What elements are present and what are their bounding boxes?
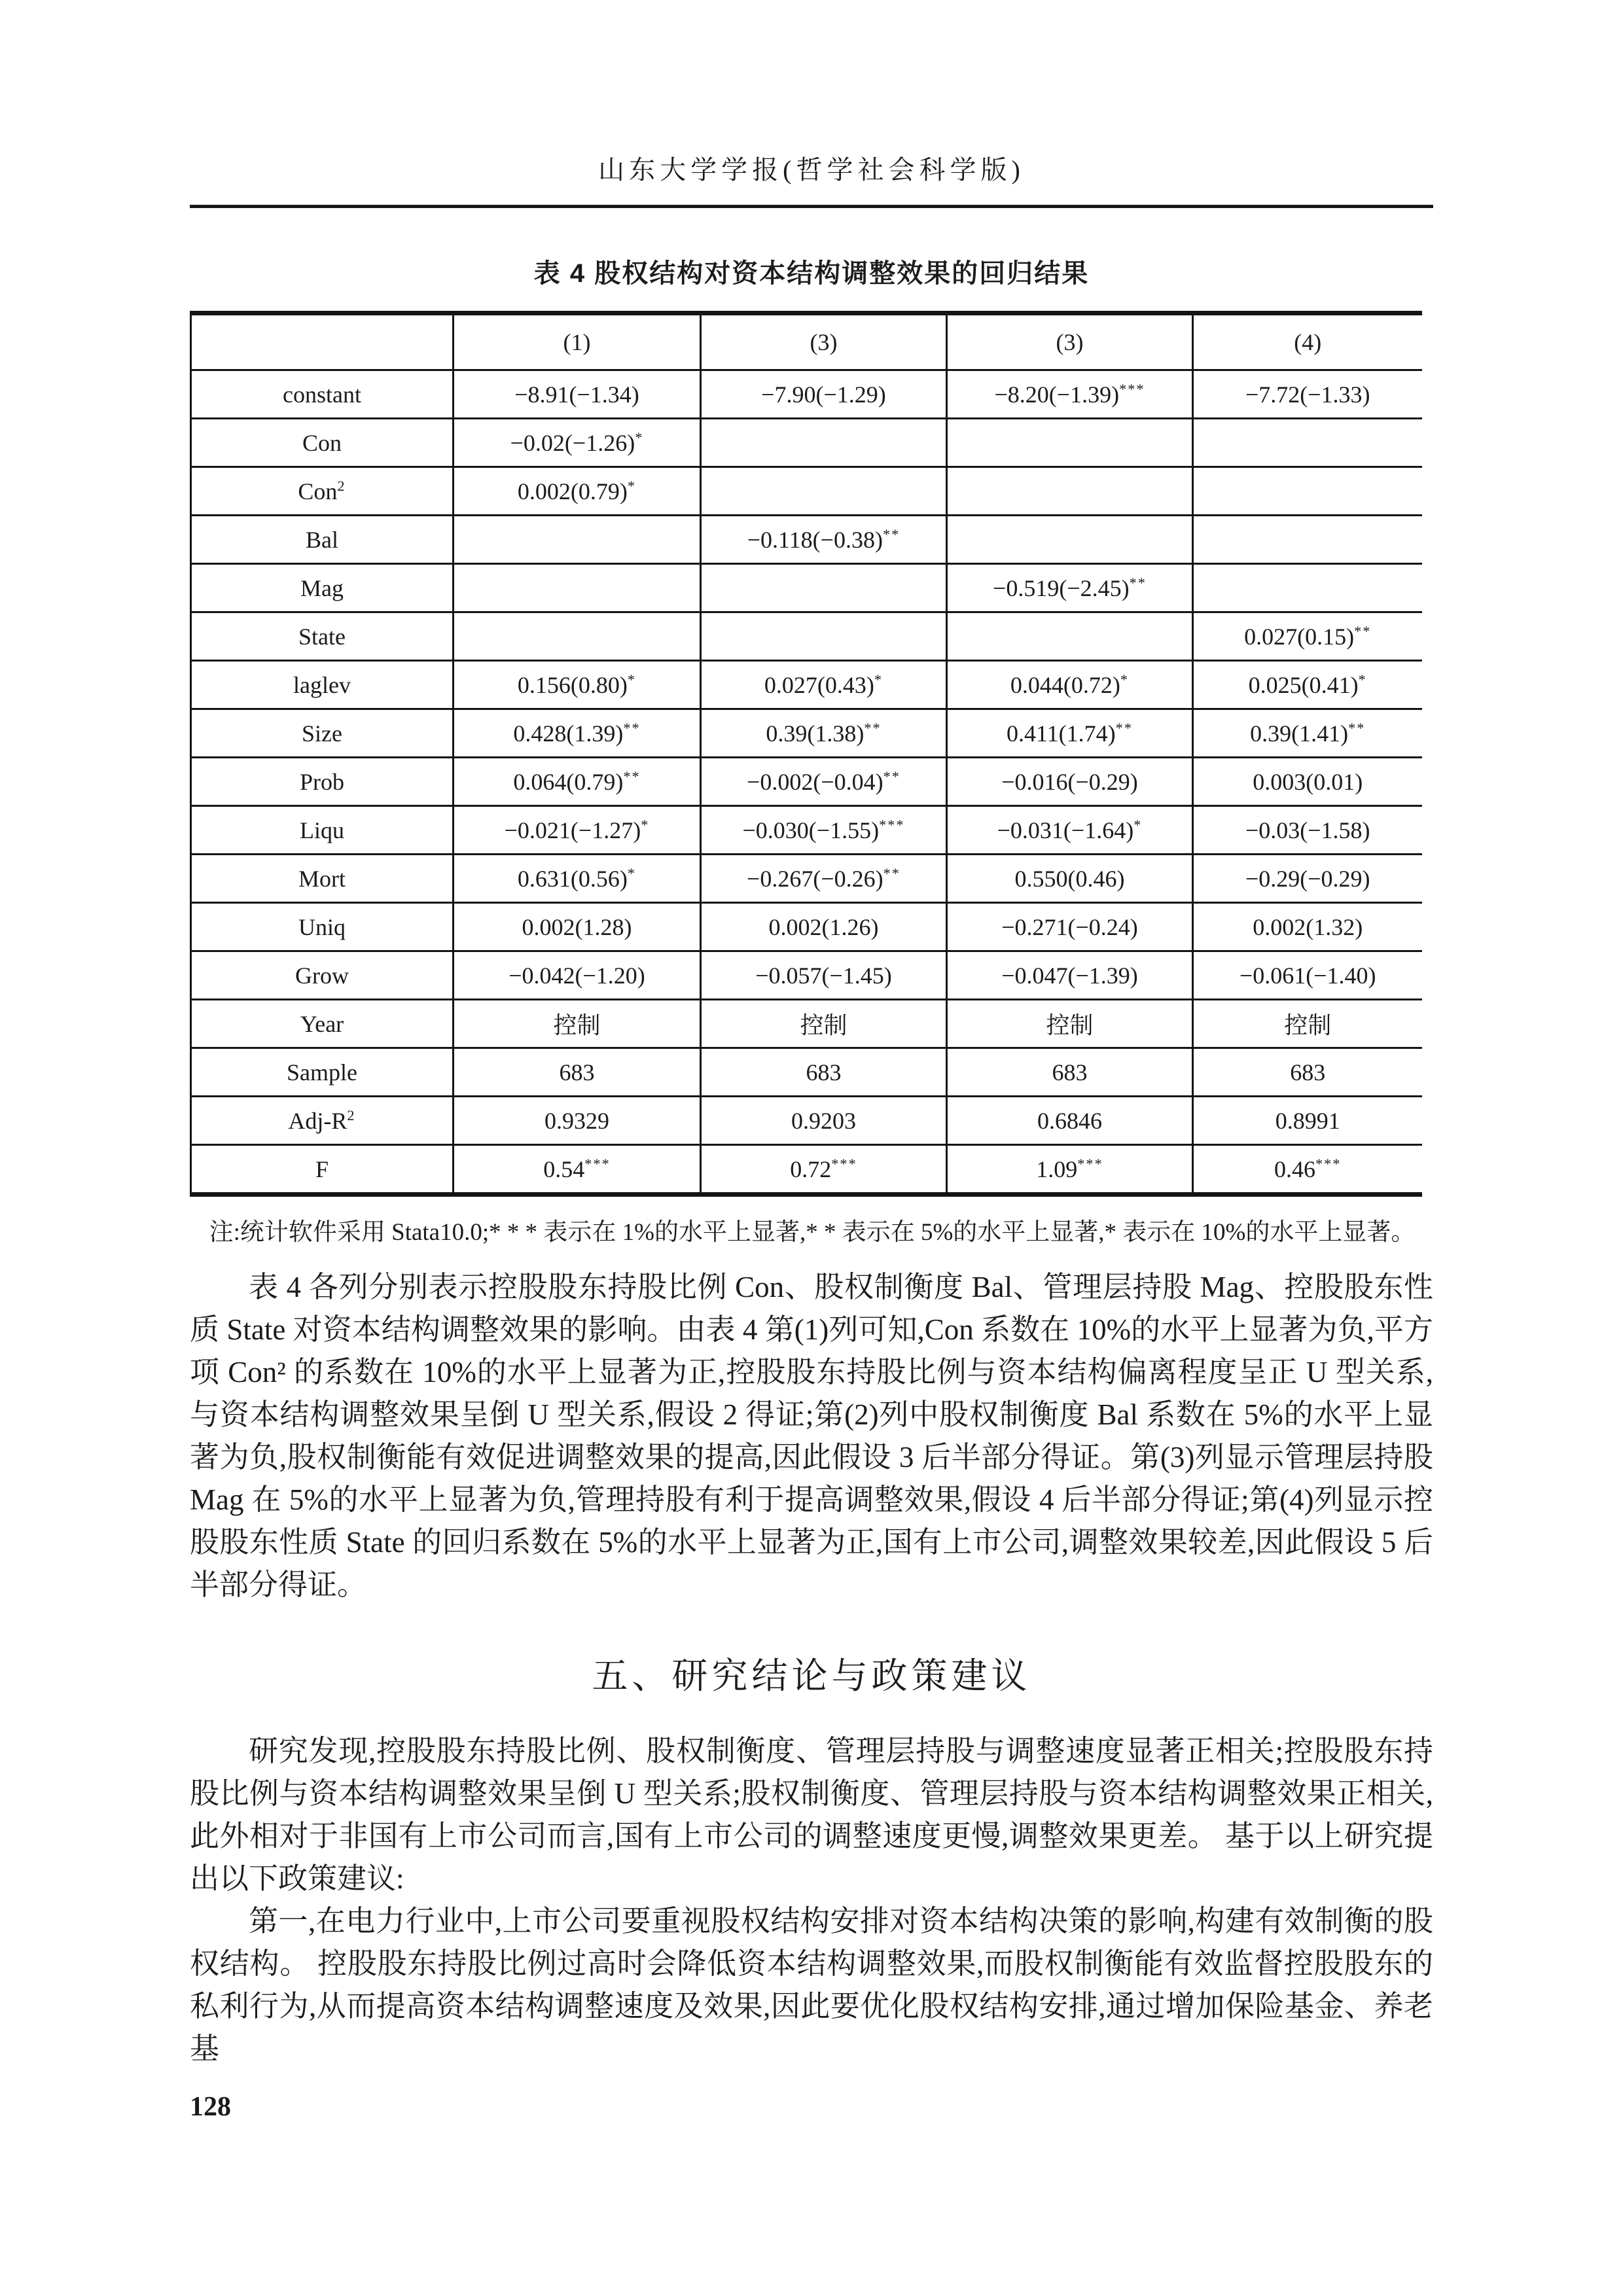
table-header-cell: (3) xyxy=(947,313,1193,370)
table-cell: 0.6846 xyxy=(947,1097,1193,1145)
table-cell: 0.002(1.26) xyxy=(701,903,947,951)
table-cell: 683 xyxy=(947,1048,1193,1097)
table-cell: 控制 xyxy=(947,1000,1193,1048)
significance-stars: *** xyxy=(1119,380,1145,397)
significance-stars: * xyxy=(627,671,637,688)
table-cell: −7.90(−1.29) xyxy=(701,370,947,419)
significance-stars: ** xyxy=(882,525,901,542)
table-row xyxy=(191,612,1422,661)
table-cell xyxy=(454,564,701,612)
header-rule xyxy=(190,205,1433,208)
table-row-label: State xyxy=(191,612,454,661)
journal-title: 山东大学学报(哲学社会科学版) xyxy=(598,155,1025,185)
table-row xyxy=(191,1048,1422,1097)
table-cell: 0.064(0.79)** xyxy=(454,758,701,806)
table-cell xyxy=(701,612,947,661)
table-row-label: Con$^2$ xyxy=(191,467,454,516)
regression-table-body xyxy=(191,370,1422,1195)
significance-stars: *** xyxy=(584,1155,611,1172)
table-cell: −0.047(−1.39) xyxy=(947,951,1193,1000)
table-row xyxy=(191,516,1422,564)
table-row-label: Sample xyxy=(191,1048,454,1097)
table-cell: 0.46*** xyxy=(1193,1145,1422,1195)
table-row xyxy=(191,1097,1422,1145)
table-cell: −0.271(−0.24) xyxy=(947,903,1193,951)
table-row xyxy=(191,903,1422,951)
significance-stars: ** xyxy=(1348,719,1366,736)
table-cell xyxy=(701,419,947,467)
regression-table-head xyxy=(191,313,1422,370)
table-cell: 控制 xyxy=(454,1000,701,1048)
table-cell xyxy=(947,612,1193,661)
significance-stars: 2 xyxy=(337,477,346,494)
table-cell: 0.044(0.72)* xyxy=(947,661,1193,709)
table-cell xyxy=(947,467,1193,516)
table-row xyxy=(191,419,1422,467)
significance-stars: ** xyxy=(623,768,641,785)
significance-stars: * xyxy=(1120,671,1130,688)
table-cell xyxy=(1193,516,1422,564)
table-row xyxy=(191,1145,1422,1195)
table-row-label: Grow xyxy=(191,951,454,1000)
table-cell: −0.030(−1.55)*** xyxy=(701,806,947,855)
table-row xyxy=(191,564,1422,612)
significance-stars: * xyxy=(1133,816,1143,833)
table-row xyxy=(191,1000,1422,1048)
significance-stars: * xyxy=(874,671,883,688)
table-cell: −0.118(−0.38)** xyxy=(701,516,947,564)
table-cell: −8.20(−1.39)*** xyxy=(947,370,1193,419)
paragraph-table-discussion: 表 4 各列分别表示控股股东持股比例 Con、股权制衡度 Bal、管理层持股 Mag、控股股东性质 State 对资本结构调整效果的影响。由表 4 第(1)列可知,Con 系数在 10%的水平上显著为负,平方项 Con² 的系数在 10%的水平上显著为正,控股股东持股比例与资本结构偏离程度呈正 U 型关系,与资本结构调整效果呈倒 U 型关系,假设 2 得证;第(2)列中股权制衡度 Bal 系数在 5%的水平上显著为负,股权制衡能有效促进调整效果的提高,因此假设 3 后半部分得证。第(3)列显示管理层持股 Mag 在 5%的水平上显著为负,管理持股有利于提高调整效果,假设 4 后半部分得证;第(4)列显示控股股东性质 State 的回归系数在 5%的水平上显著为正,国有上市公司,调整效果较差,因此假设 5 后半部分得证。 xyxy=(190,1271,1433,1601)
table-cell: −0.519(−2.45)** xyxy=(947,564,1193,612)
table-cell: −0.016(−0.29) xyxy=(947,758,1193,806)
table-cell: 0.550(0.46) xyxy=(947,855,1193,903)
table-cell xyxy=(701,564,947,612)
table-cell: −8.91(−1.34) xyxy=(454,370,701,419)
table-cell: 0.428(1.39)** xyxy=(454,709,701,758)
section-heading: 五、研究结论与政策建议 xyxy=(592,1656,1031,1696)
table-row xyxy=(191,370,1422,419)
table-cell xyxy=(1193,467,1422,516)
table-cell: 0.002(0.79)* xyxy=(454,467,701,516)
table-header-cell: (4) xyxy=(1193,313,1422,370)
table-cell: −7.72(−1.33) xyxy=(1193,370,1422,419)
significance-stars: * xyxy=(627,864,637,881)
table-row-label: constant xyxy=(191,370,454,419)
table-cell: 0.54*** xyxy=(454,1145,701,1195)
significance-stars: 2 xyxy=(347,1106,356,1123)
table-row xyxy=(191,855,1422,903)
table-row-label: Mag xyxy=(191,564,454,612)
significance-stars: * xyxy=(627,477,637,494)
table-cell: 0.002(1.28) xyxy=(454,903,701,951)
table-cell: 0.9329 xyxy=(454,1097,701,1145)
table-row-label: Liqu xyxy=(191,806,454,855)
table-row xyxy=(191,661,1422,709)
significance-stars: * xyxy=(641,816,650,833)
page-number: 128 xyxy=(190,2092,231,2122)
table-cell: 0.9203 xyxy=(701,1097,947,1145)
table-cell: 0.39(1.38)** xyxy=(701,709,947,758)
significance-stars: *** xyxy=(1315,1155,1342,1172)
table-cell xyxy=(701,467,947,516)
paragraph-conclusions: 研究发现,控股股东持股比例、股权制衡度、管理层持股与调整速度显著正相关;控股股东持股比例与资本结构调整效果呈倒 U 型关系;股权制衡度、管理层持股与资本结构调整效果正相关,此外相对于非国有上市公司而言,国有上市公司的调整速度更慢,调整效果更差。 基于以上研究提出以下政策建议: xyxy=(190,1735,1433,1895)
table-header-row xyxy=(191,313,1422,370)
table-cell: 0.025(0.41)* xyxy=(1193,661,1422,709)
table-row xyxy=(191,951,1422,1000)
table-cell: 0.8991 xyxy=(1193,1097,1422,1145)
table-cell: −0.042(−1.20) xyxy=(454,951,701,1000)
significance-stars: ** xyxy=(1354,622,1372,639)
significance-stars: ** xyxy=(883,864,901,881)
significance-stars: ** xyxy=(1115,719,1133,736)
table-cell: −0.031(−1.64)* xyxy=(947,806,1193,855)
significance-stars: ** xyxy=(1129,574,1147,591)
table-cell: 0.631(0.56)* xyxy=(454,855,701,903)
table-cell: 683 xyxy=(1193,1048,1422,1097)
table-row-label: Prob xyxy=(191,758,454,806)
table-cell: 1.09*** xyxy=(947,1145,1193,1195)
significance-stars: *** xyxy=(1077,1155,1103,1172)
regression-table xyxy=(190,311,1422,1197)
significance-stars: * xyxy=(1358,671,1367,688)
table-cell: 0.39(1.41)** xyxy=(1193,709,1422,758)
table-cell: 控制 xyxy=(701,1000,947,1048)
table-row-label: laglev xyxy=(191,661,454,709)
significance-stars: * xyxy=(635,429,644,446)
significance-stars: *** xyxy=(831,1155,857,1172)
table-cell: −0.021(−1.27)* xyxy=(454,806,701,855)
table-cell: −0.057(−1.45) xyxy=(701,951,947,1000)
table-row-label: Adj-$R^2$ xyxy=(191,1097,454,1145)
table-row xyxy=(191,758,1422,806)
table-cell: 0.411(1.74)** xyxy=(947,709,1193,758)
table-cell: −0.267(−0.26)** xyxy=(701,855,947,903)
table-cell: −0.061(−1.40) xyxy=(1193,951,1422,1000)
table-cell: −0.02(−1.26)* xyxy=(454,419,701,467)
table-cell: 0.027(0.43)* xyxy=(701,661,947,709)
table-cell xyxy=(947,516,1193,564)
table-row xyxy=(191,709,1422,758)
table-cell: 0.72*** xyxy=(701,1145,947,1195)
paragraph-policy-recommendation: 第一,在电力行业中,上市公司要重视股权结构安排对资本结构决策的影响,构建有效制衡的股权结构。 控股股东持股比例过高时会降低资本结构调整效果,而股权制衡能有效监督控股股东的私利行为,从而提高资本结构调整速度及效果,因此要优化股权结构安排,通过增加保险基金、养老基 xyxy=(190,1905,1433,2065)
table-row-label: Uniq xyxy=(191,903,454,951)
table-row xyxy=(191,467,1422,516)
table-cell: −0.29(−0.29) xyxy=(1193,855,1422,903)
table-cell xyxy=(454,612,701,661)
table-row-label: F xyxy=(191,1145,454,1195)
table-cell: −0.002(−0.04)** xyxy=(701,758,947,806)
table-cell: 683 xyxy=(454,1048,701,1097)
table-row-label: Bal xyxy=(191,516,454,564)
table-cell: 控制 xyxy=(1193,1000,1422,1048)
table-cell xyxy=(1193,419,1422,467)
significance-stars: ** xyxy=(623,719,641,736)
table-cell: 0.003(0.01) xyxy=(1193,758,1422,806)
table-row-label: Mort xyxy=(191,855,454,903)
table-cell: 0.027(0.15)** xyxy=(1193,612,1422,661)
table-cell xyxy=(1193,564,1422,612)
table-cell: −0.03(−1.58) xyxy=(1193,806,1422,855)
table-cell: 0.002(1.32) xyxy=(1193,903,1422,951)
table-cell: 0.156(0.80)* xyxy=(454,661,701,709)
table-cell: 683 xyxy=(701,1048,947,1097)
significance-stars: ** xyxy=(864,719,882,736)
table-header-cell xyxy=(191,313,454,370)
table-row-label: Con xyxy=(191,419,454,467)
significance-stars: *** xyxy=(879,816,905,833)
table-title: 表 4 股权结构对资本结构调整效果的回归结果 xyxy=(533,259,1090,288)
table-cell xyxy=(454,516,701,564)
table-cell xyxy=(947,419,1193,467)
table-header-cell: (3) xyxy=(701,313,947,370)
table-row-label: Size xyxy=(191,709,454,758)
table-header-cell: (1) xyxy=(454,313,701,370)
table-note: 注:统计软件采用 Stata10.0;* * * 表示在 1%的水平上显著,* * 表示在 5%的水平上显著,* 表示在 10%的水平上显著。 xyxy=(209,1219,1416,1246)
significance-stars: ** xyxy=(883,768,901,785)
table-row xyxy=(191,806,1422,855)
table-row-label: Year xyxy=(191,1000,454,1048)
